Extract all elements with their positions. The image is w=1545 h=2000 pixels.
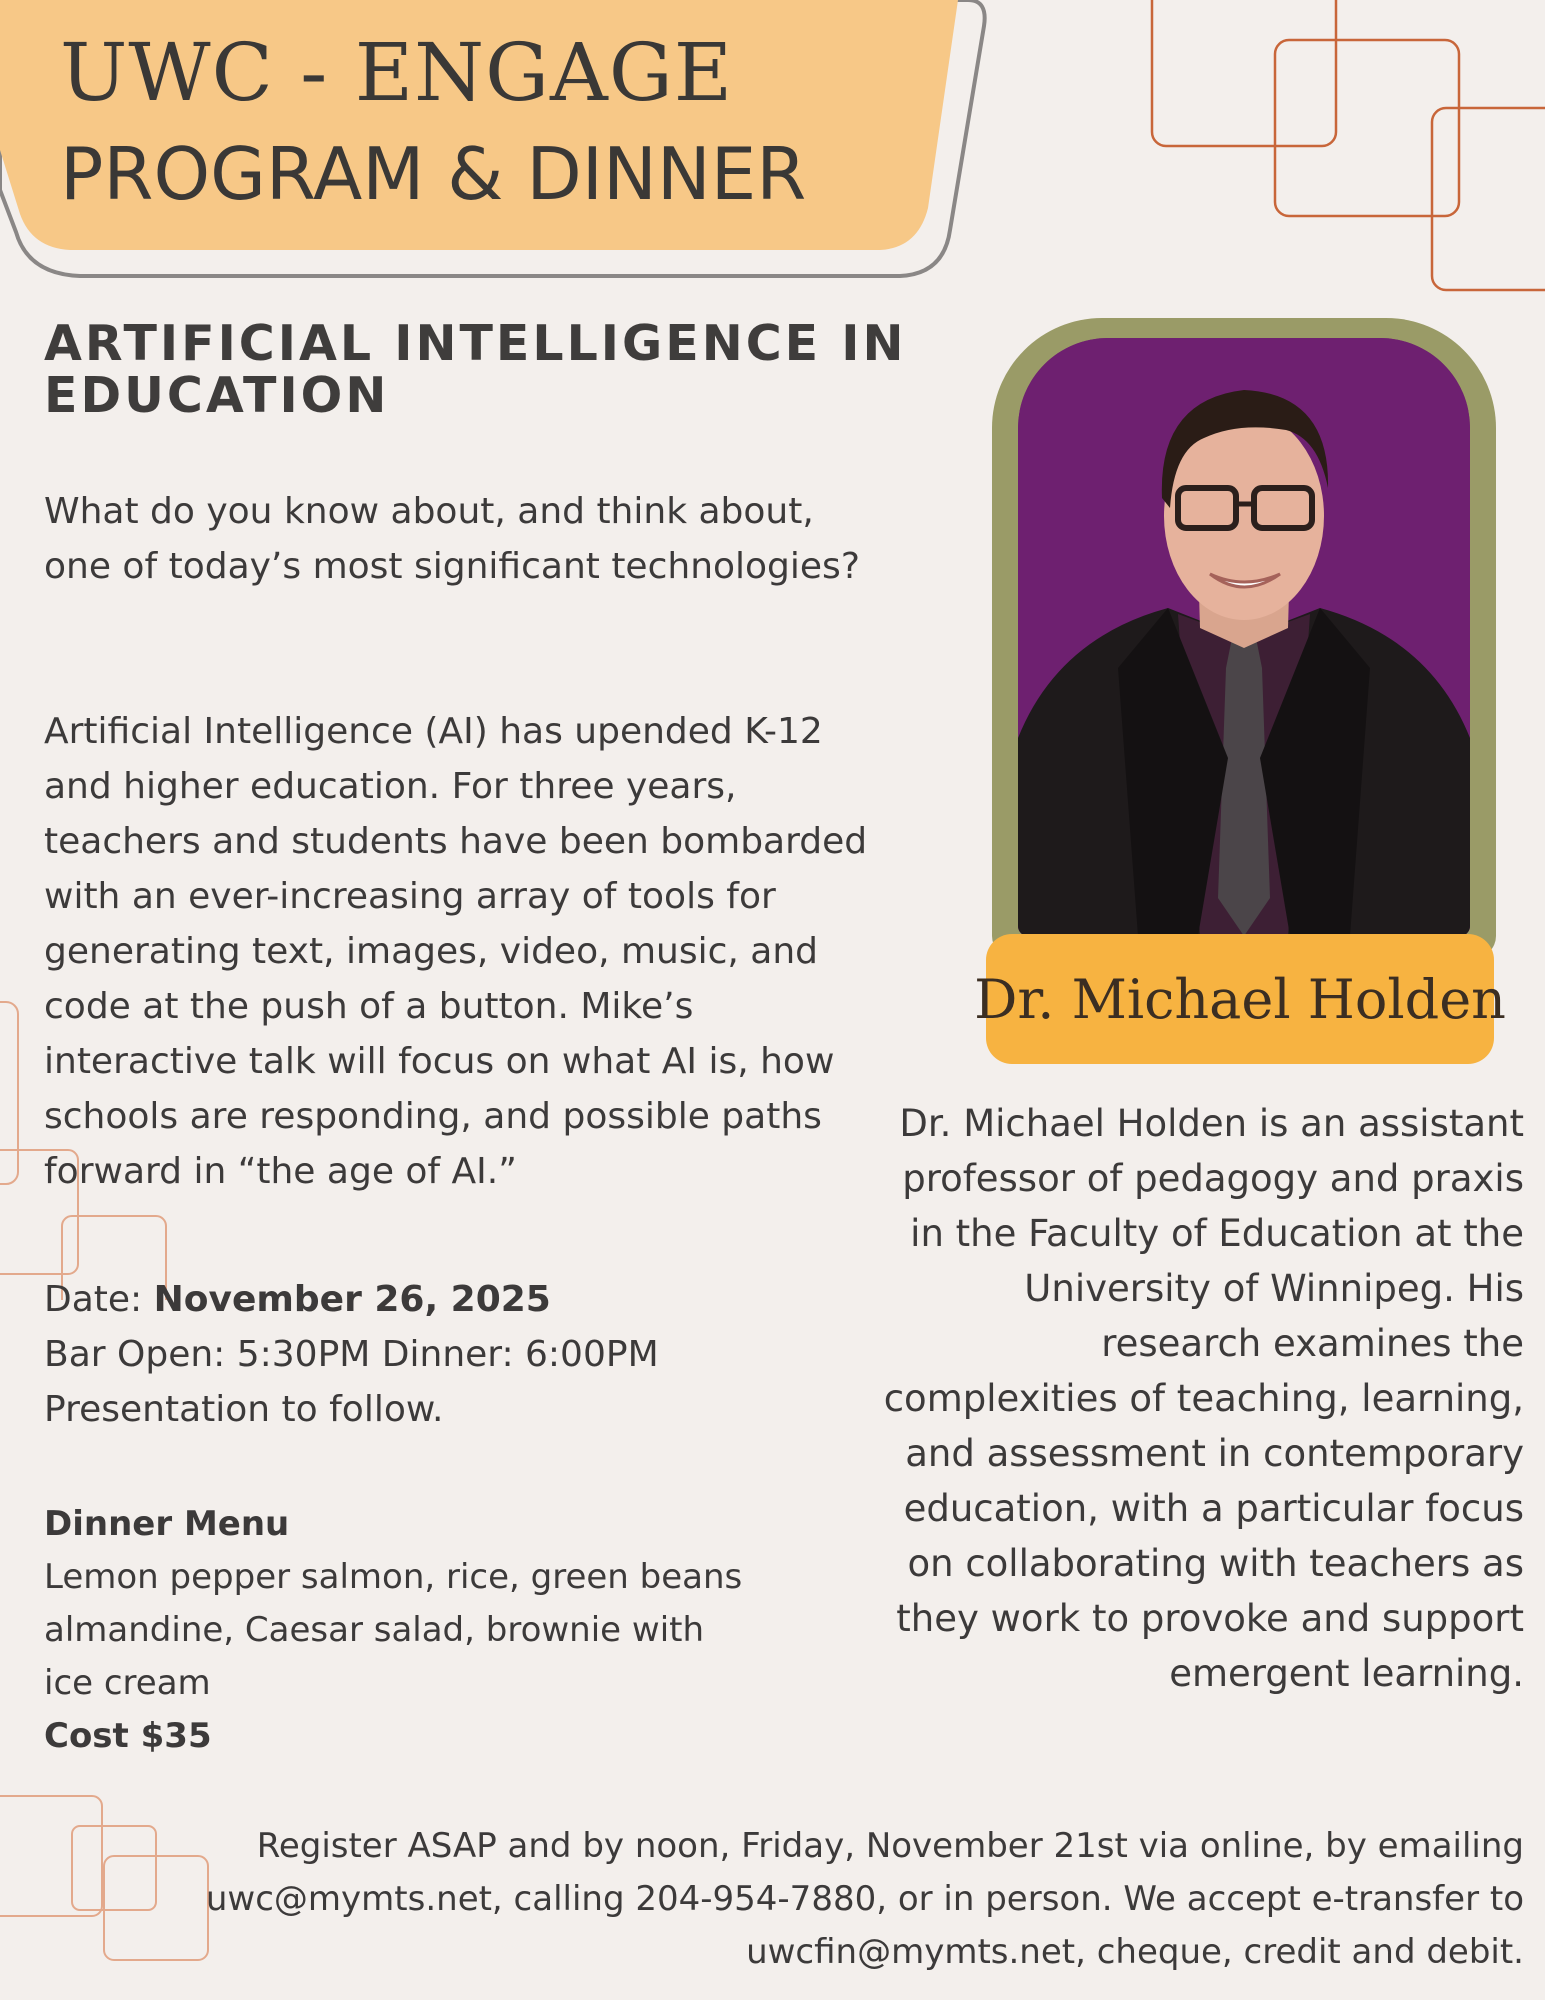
speaker-name-badge: [974, 934, 1506, 1064]
event-details: [44, 1272, 844, 1437]
program-title: UWC - ENGAGE: [60, 26, 734, 119]
program-subtitle: PROGRAM & DINNER: [60, 132, 807, 216]
intro-paragraph: What do you know about, and think about, one of today’s most significant technologies?: [44, 491, 860, 587]
event-presentation: Presentation to follow.: [44, 1389, 444, 1430]
event-date: [44, 1272, 844, 1327]
menu-cost: Cost $35: [44, 1716, 212, 1756]
dinner-menu: [44, 1498, 744, 1763]
speaker-bio: Dr. Michael Holden is an assistant professor of pedagogy and praxis in the Faculty of Education at the University of Winnipeg. His research examines the complexities of teaching, learning, and assessment in contemporary education, with a particular focus on collaborating with teachers as they work to provoke and support emergent learning.: [883, 1102, 1524, 1695]
menu-title: Dinner Menu: [44, 1504, 290, 1544]
speaker-photo: [1018, 338, 1470, 936]
event-times: Bar Open: 5:30PM Dinner: 6:00PM: [44, 1334, 659, 1375]
description-paragraph: Artificial Intelligence (AI) has upended K-12 and higher education. For three years, teachers and students have been bombarded with an ever-increasing array of tools for generating text, images, video, music, and code at the push of a button. Mike’s interactive talk will focus on what AI is, how schools are responding, and possible paths forward in “the age of AI.”: [44, 711, 868, 1192]
speaker-name: Dr. Michael Holden: [974, 967, 1506, 1031]
date-value: November 26, 2025: [153, 1279, 551, 1320]
date-label: Date:: [44, 1279, 154, 1320]
topic-heading: ARTIFICIAL INTELLIGENCE IN EDUCATION: [44, 315, 907, 424]
speaker-portrait: [1018, 338, 1470, 936]
menu-items: Lemon pepper salmon, rice, green beans almandine, Caesar salad, brownie with ice cream: [44, 1557, 743, 1703]
registration-info: Register ASAP and by noon, Friday, November 21st via online, by emailing uwc@mymts.net, calling 204-954-7880, or in person. We accept e-transfer to uwcfin@mymts.net, cheque, credit and debit.: [205, 1826, 1524, 1972]
